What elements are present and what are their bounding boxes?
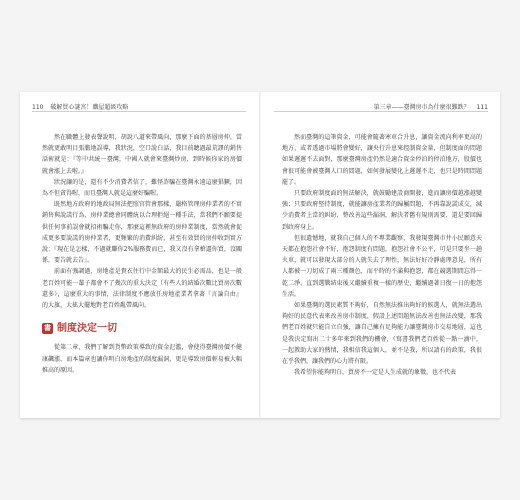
paragraph: 然在職體上發表聲說明，胡說八道來帶風向，那麼下面的基層房仲，當然就更敢明目張膽地誤導，我狀況，空口說白話，我目前聽過最荒謬的銷售話術就是：『等中共統一臺灣，中國人就會來臺灣炒房，到時候你家的房價就會漲上去啦。』 xyxy=(42,134,242,175)
left-page-header xyxy=(32,102,128,111)
paragraph: 狀況讓的是，還有不少消費者信了，難怪詐騙在臺灣永遠這麼猖獗，因為不但貪得喔，而且臺灣人就是這麼好騙喔。 xyxy=(42,178,242,198)
right-page-header xyxy=(374,102,488,111)
left-page xyxy=(20,92,260,418)
section-heading xyxy=(42,323,242,334)
right-running-title: 第三章——臺灣房市為什麼很難跌？ xyxy=(373,104,470,111)
paragraph: 既然地方政府的地政局無法把照官管會那樣，嚴格管理房仲業者的不實銷售與說謊行為，房仲業總會同體統以合理拒絕一種手法，當我們不願要提供任何事前誤會就招術騙走你，那麼這裡無政府的房仲業制度，當然就會促成更多要說謊的房仲業者，更頻繁的消費糾紛，甚至有效買的房仲收到實方說：『現在是怎樣，不過就賺你2%服務費而已，我又沒有拿槍逼你買，沒關係，要告就去告』。 xyxy=(42,201,242,265)
left-header-rule xyxy=(32,111,246,112)
paragraph: 前面有強調過，房地產是貴衣住行中金額最大的民生必需品，也是一般老百姓可能一輩子都會不了幾次的重大決定（有些人的結婚次數比買房次數還多），這麼重大的事情，法律制度不應放任房地產業者拿著『言論自由』的大旗，大搖大擺地對老百姓亂帶風向。 xyxy=(42,268,242,310)
paragraph: 只要政府制度面的無法解決，就鼓勵建設商開發，進而讓房價越漲越變強；只要政府堅持制度，就能讓房產業者的歸屬問題，不再靠說謊成交，減少消費者上當的糾紛，整改善這些漏洞，解決者舊有規則需要，還是要回歸到政府身上。 xyxy=(282,190,482,231)
paragraph: 從第二章，我們了解到貨幣政策導致的資金氾濫，會使得臺灣房價不健康飆漲，而本篇章也讓你明白房地產的制度漏洞，更是導致房價輕易被大幅推高的原因。 xyxy=(42,344,242,374)
left-running-title: 破解買心謎宮！購屋超級攻略 xyxy=(50,104,129,111)
paragraph: 我希望你能夠明白，買房不一定是人生成就的象徵，也不代表 xyxy=(294,369,457,377)
book-icon: 書 xyxy=(44,324,51,333)
right-header-rule xyxy=(274,111,488,112)
right-page-number: 111 xyxy=(476,104,488,111)
book-spread xyxy=(20,92,500,418)
paragraph: 然而臺灣的這筆資金，可能會隨著寒車合升息，讓資金流向利率更高的地方，或者透過市場將會變好，讓央行升息來控制資金量，但制度面的問題如果遲遲不去面對，那麼臺灣房產仍然是適合資金停泊的停泊地方，股價也會很可能會被臺灣人口的問題，如何發展變化上遲遲不走，也只是時間問題罷了。 xyxy=(282,134,482,186)
left-page-number: 110 xyxy=(32,104,44,111)
right-page-body xyxy=(282,132,482,378)
paragraph: 但很遺憾地，就我自己個人的不專業觀察，我發現臺灣市井小民願意天天都在抱怨社會不好，抱怨制度有問題，抱怨社會不公平，可是只要坐一趟火車，就可以發現大部分的人就失去了理性，無法好好冷靜處理意見，所有人都被一刀切成了兩三種顏色，而平時的不滿與抱怨，都在競選期間忘得一乾二淨，直到選戰結束後又繼續重複一樣的歷史，繼續過著日復一日的抱怨生活。 xyxy=(282,234,482,298)
paragraph: 如果臺灣的選民素質不夠好，自然無法推出夠好的候選人，就無法選出夠好的民意代表來改善房市制度，假設上述問題無法改善也無法改變，那我們老百姓就只能自立自強，讓自己擁有足夠能力讓臺灣房市交易地層，這也是我決定寫出二十多年來到我們的機會，（寫書我們老百姓從一點一滴中，一起教助大家的熱情，我相信我這個人，並不是我，所以請有的政策，我很在乎我們，讓我們的心力將有限。 xyxy=(282,302,482,366)
left-page-body xyxy=(42,132,242,376)
section-title: 制度決定一切 xyxy=(57,323,117,335)
right-page xyxy=(260,92,500,418)
